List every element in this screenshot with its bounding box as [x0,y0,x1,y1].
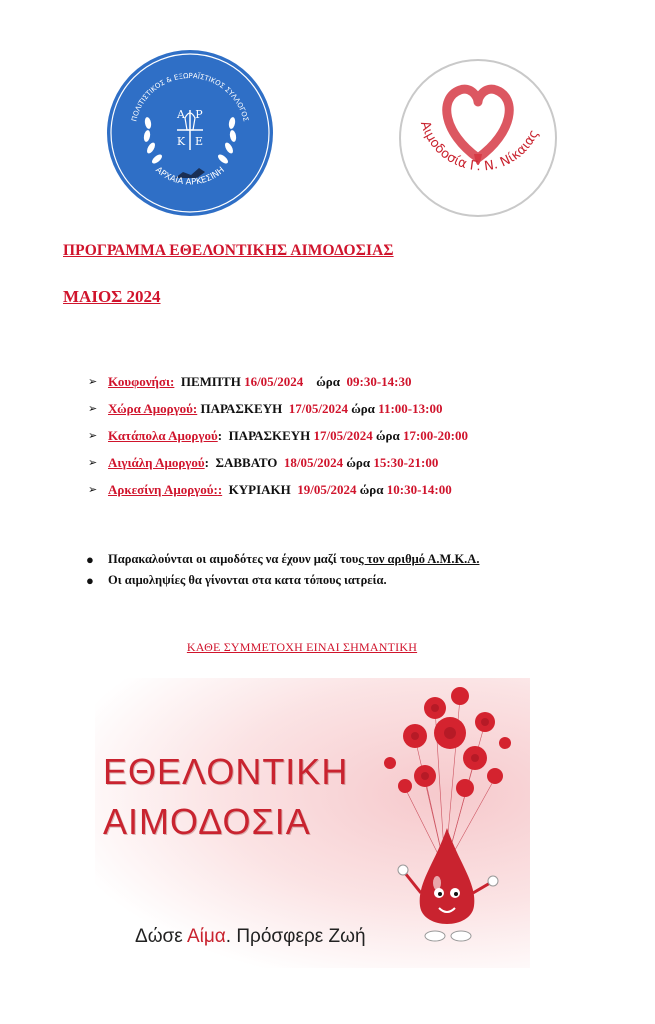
note-item [86,570,626,591]
blood-cell-balloons-illustration [365,678,530,968]
schedule-place-suffix: : [217,427,223,443]
arrow-bullet-icon: ➢ [88,375,98,388]
month-title: ΜΑΙΟΣ 2024 [63,287,161,306]
schedule-time: 15:30-21:00 [373,454,439,470]
monogram-letter: Ρ [195,108,203,121]
poster-slogan [135,926,366,948]
schedule-row [88,368,628,395]
blood-donation-logo [398,58,558,218]
association-logo [105,48,275,218]
schedule-day: ΚΥΡΙΑΚΗ [228,481,291,497]
logo-circular-text: Αιμοδοσία Γ. Ν. Νίκαιας [416,119,543,175]
schedule-place-suffix: : [217,481,223,497]
schedule-place: Κατάπολα Αμοργού [108,427,218,443]
blood-donation-poster [95,678,530,968]
arrow-bullet-icon: ➢ [88,429,98,442]
monogram-letter: Α [177,108,185,121]
schedule-row [88,449,628,476]
slogan-part: Δώσε [135,926,187,947]
logo-bottom-text: ΑΡΧΑΙΑ ΑΡΚΕΣΙΝΗ [153,165,227,188]
schedule-row [88,395,628,422]
schedule-place-suffix: : [204,454,209,470]
poster-headline-line1: ΕΘΕΛΟΝΤΙΚΗ [103,751,349,792]
bullet-dot-icon: ● [86,551,94,567]
monogram-letter: Κ [176,135,186,148]
schedule-day: ΠΑΡΑΣΚΕΥΗ [200,400,283,416]
bullet-dot-icon: ● [86,572,94,588]
schedule-place: Αρκεσίνη Αμοργού: [108,481,218,497]
schedule-hour-label: ώρα [346,454,371,470]
arrow-bullet-icon: ➢ [88,483,98,496]
schedule-date: 16/05/2024 [244,373,304,389]
schedule-place: Αιγιάλη Αμοργού [108,454,205,470]
program-title: ΠΡΟΓΡΑΜΜΑ ΕΘΕΛΟΝΤΙΚΗΣ ΑΙΜΟΔΟΣΙΑΣ [63,242,394,259]
slogan-highlight: Αίμα [186,926,226,947]
schedule-time: 10:30-14:00 [386,481,452,497]
note-text: Οι αιμοληψίες θα γίνονται στα κατα τόπους ιατρεία. [108,573,387,587]
slogan-part: . Πρόσφερε Ζωή [225,926,366,947]
schedule-date: 17/05/2024 [313,427,373,443]
note-underlined-text: ς τον αριθμό Α.Μ.Κ.Α. [358,552,480,566]
schedule-hour-label: ώρα [316,373,341,389]
schedule-time: 11:00-13:00 [378,400,443,416]
schedule-hour-label: ώρα [351,400,375,416]
schedule-date: 19/05/2024 [297,481,357,497]
schedule-list [88,368,628,503]
logo-top-text: ΠΟΛΙΤΙΣΤΙΚΟΣ & ΕΞΩΡΑΪΣΤΙΚΟΣ ΣΥΛΛΟΓΟΣ [130,71,250,123]
schedule-time: 09:30-14:30 [346,373,412,389]
schedule-day: ΠΕΜΠΤΗ [180,373,241,389]
note-text: Παρακαλούνται οι αιμοδότες να έχουν μαζί του [108,552,359,566]
schedule-date: 17/05/2024 [288,400,348,416]
schedule-place: Χώρα Αμοργού: [108,400,198,416]
schedule-row [88,422,628,449]
schedule-hour-label: ώρα [376,427,400,443]
schedule-day: ΠΑΡΑΣΚΕΥΗ [228,427,311,443]
schedule-row [88,476,628,503]
participation-tagline: ΚΑΘΕ ΣΥΜΜΕΤΟΧΗ ΕΙΝΑΙ ΣΗΜΑΝΤΙΚΗ [186,640,418,654]
schedule-place: Κουφονήσι: [108,373,175,389]
arrow-bullet-icon: ➢ [88,402,98,415]
schedule-day: ΣΑΒΒΑΤΟ [215,454,278,470]
arrow-bullet-icon: ➢ [88,456,98,469]
schedule-hour-label: ώρα [359,481,384,497]
monogram-letter: Ε [194,135,204,148]
notes-list [86,549,626,591]
note-item [86,549,626,570]
poster-headline-line2: ΑΙΜΟΔΟΣΙΑ [103,801,311,842]
schedule-date: 18/05/2024 [283,454,344,470]
schedule-time: 17:00-20:00 [402,427,468,443]
